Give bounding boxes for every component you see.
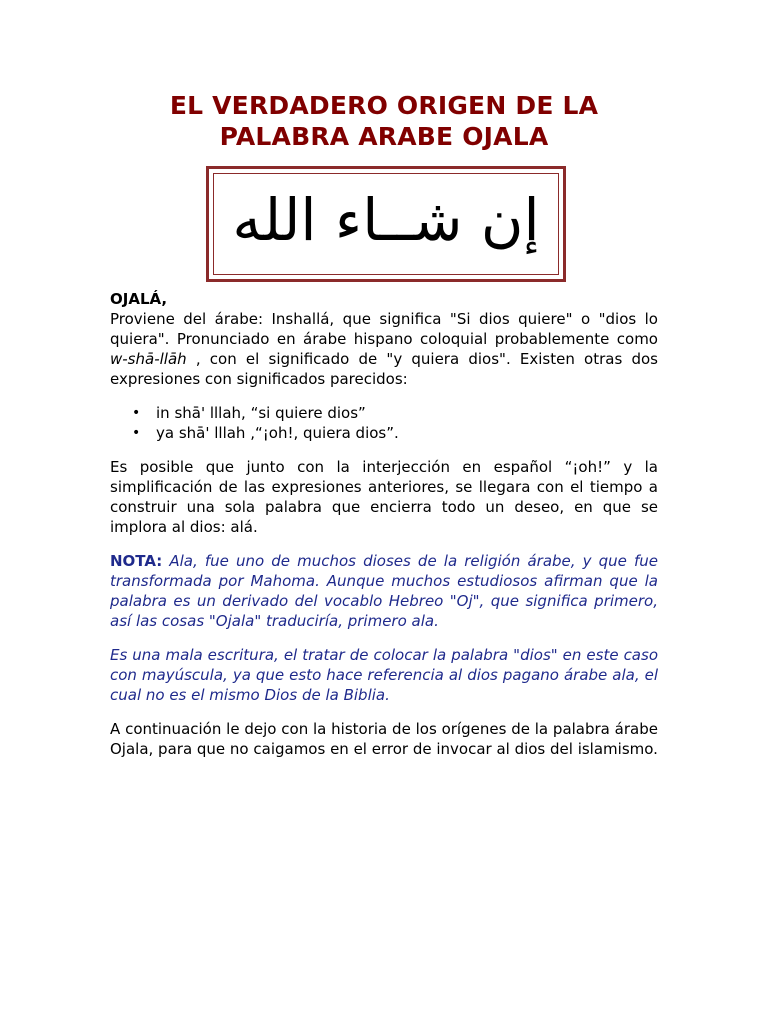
page-title: [110, 90, 658, 152]
intro-paragraph: [110, 309, 658, 389]
calligraphy-frame: [206, 166, 566, 282]
title-line-2: PALABRA ARABE OJALA: [219, 122, 549, 151]
intro-text-1: Proviene del árabe: Inshallá, que significa "Si dios quiere" o "dios lo quiera". Pronunciado en árabe hispano coloquial probablemente como: [110, 310, 658, 348]
nota-paragraph-2: Es una mala escritura, el tratar de colocar la palabra "dios" en este caso con mayúscula, ya que esto hace referencia al dios pagano árabe ala, el cual no es el mismo Dios de la Biblia.: [110, 646, 658, 704]
closing-paragraph: A continuación le dejo con la historia de los orígenes de la palabra árabe Ojala, para que no caigamos en el error de invocar al dios del islamismo.: [110, 720, 658, 758]
intro-text-2: , con el significado de "y quiera dios". Existen otras dos expresiones con significados parecidos:: [110, 350, 658, 388]
nota-text: Ala, fue uno de muchos dioses de la religión árabe, y que fue transformada por Mahoma. Aunque muchos estudiosos afirman que la palabra es un derivado del vocablo Hebreo "Oj", que significa primero, así las cosas "Ojala" traduciría, primero ala.: [110, 552, 658, 630]
paragraph-2: Es posible que junto con la interjección en español “¡oh!” y la simplificación de las expresiones anteriores, se llegara con el tiempo a construir una sola palabra que encierra todo un deseo, en que se implora al dios: alá.: [110, 458, 658, 536]
intro-italic-term: w-shā-llāh: [110, 350, 187, 368]
nota-paragraph: [110, 551, 658, 631]
section-heading: OJALÁ,: [110, 290, 168, 308]
list-item: • ya shā' lllah ,“¡oh!, quiera dios”.: [156, 423, 658, 443]
expressions-list: [110, 403, 658, 443]
title-line-1: EL VERDADERO ORIGEN DE LA: [169, 91, 599, 120]
nota-label: NOTA:: [110, 552, 163, 570]
document-body: [110, 289, 658, 759]
list-item: • in shā' lllah, “si quiere dios”: [156, 403, 658, 423]
arabic-calligraphy: إن شــاء الله: [213, 173, 559, 275]
